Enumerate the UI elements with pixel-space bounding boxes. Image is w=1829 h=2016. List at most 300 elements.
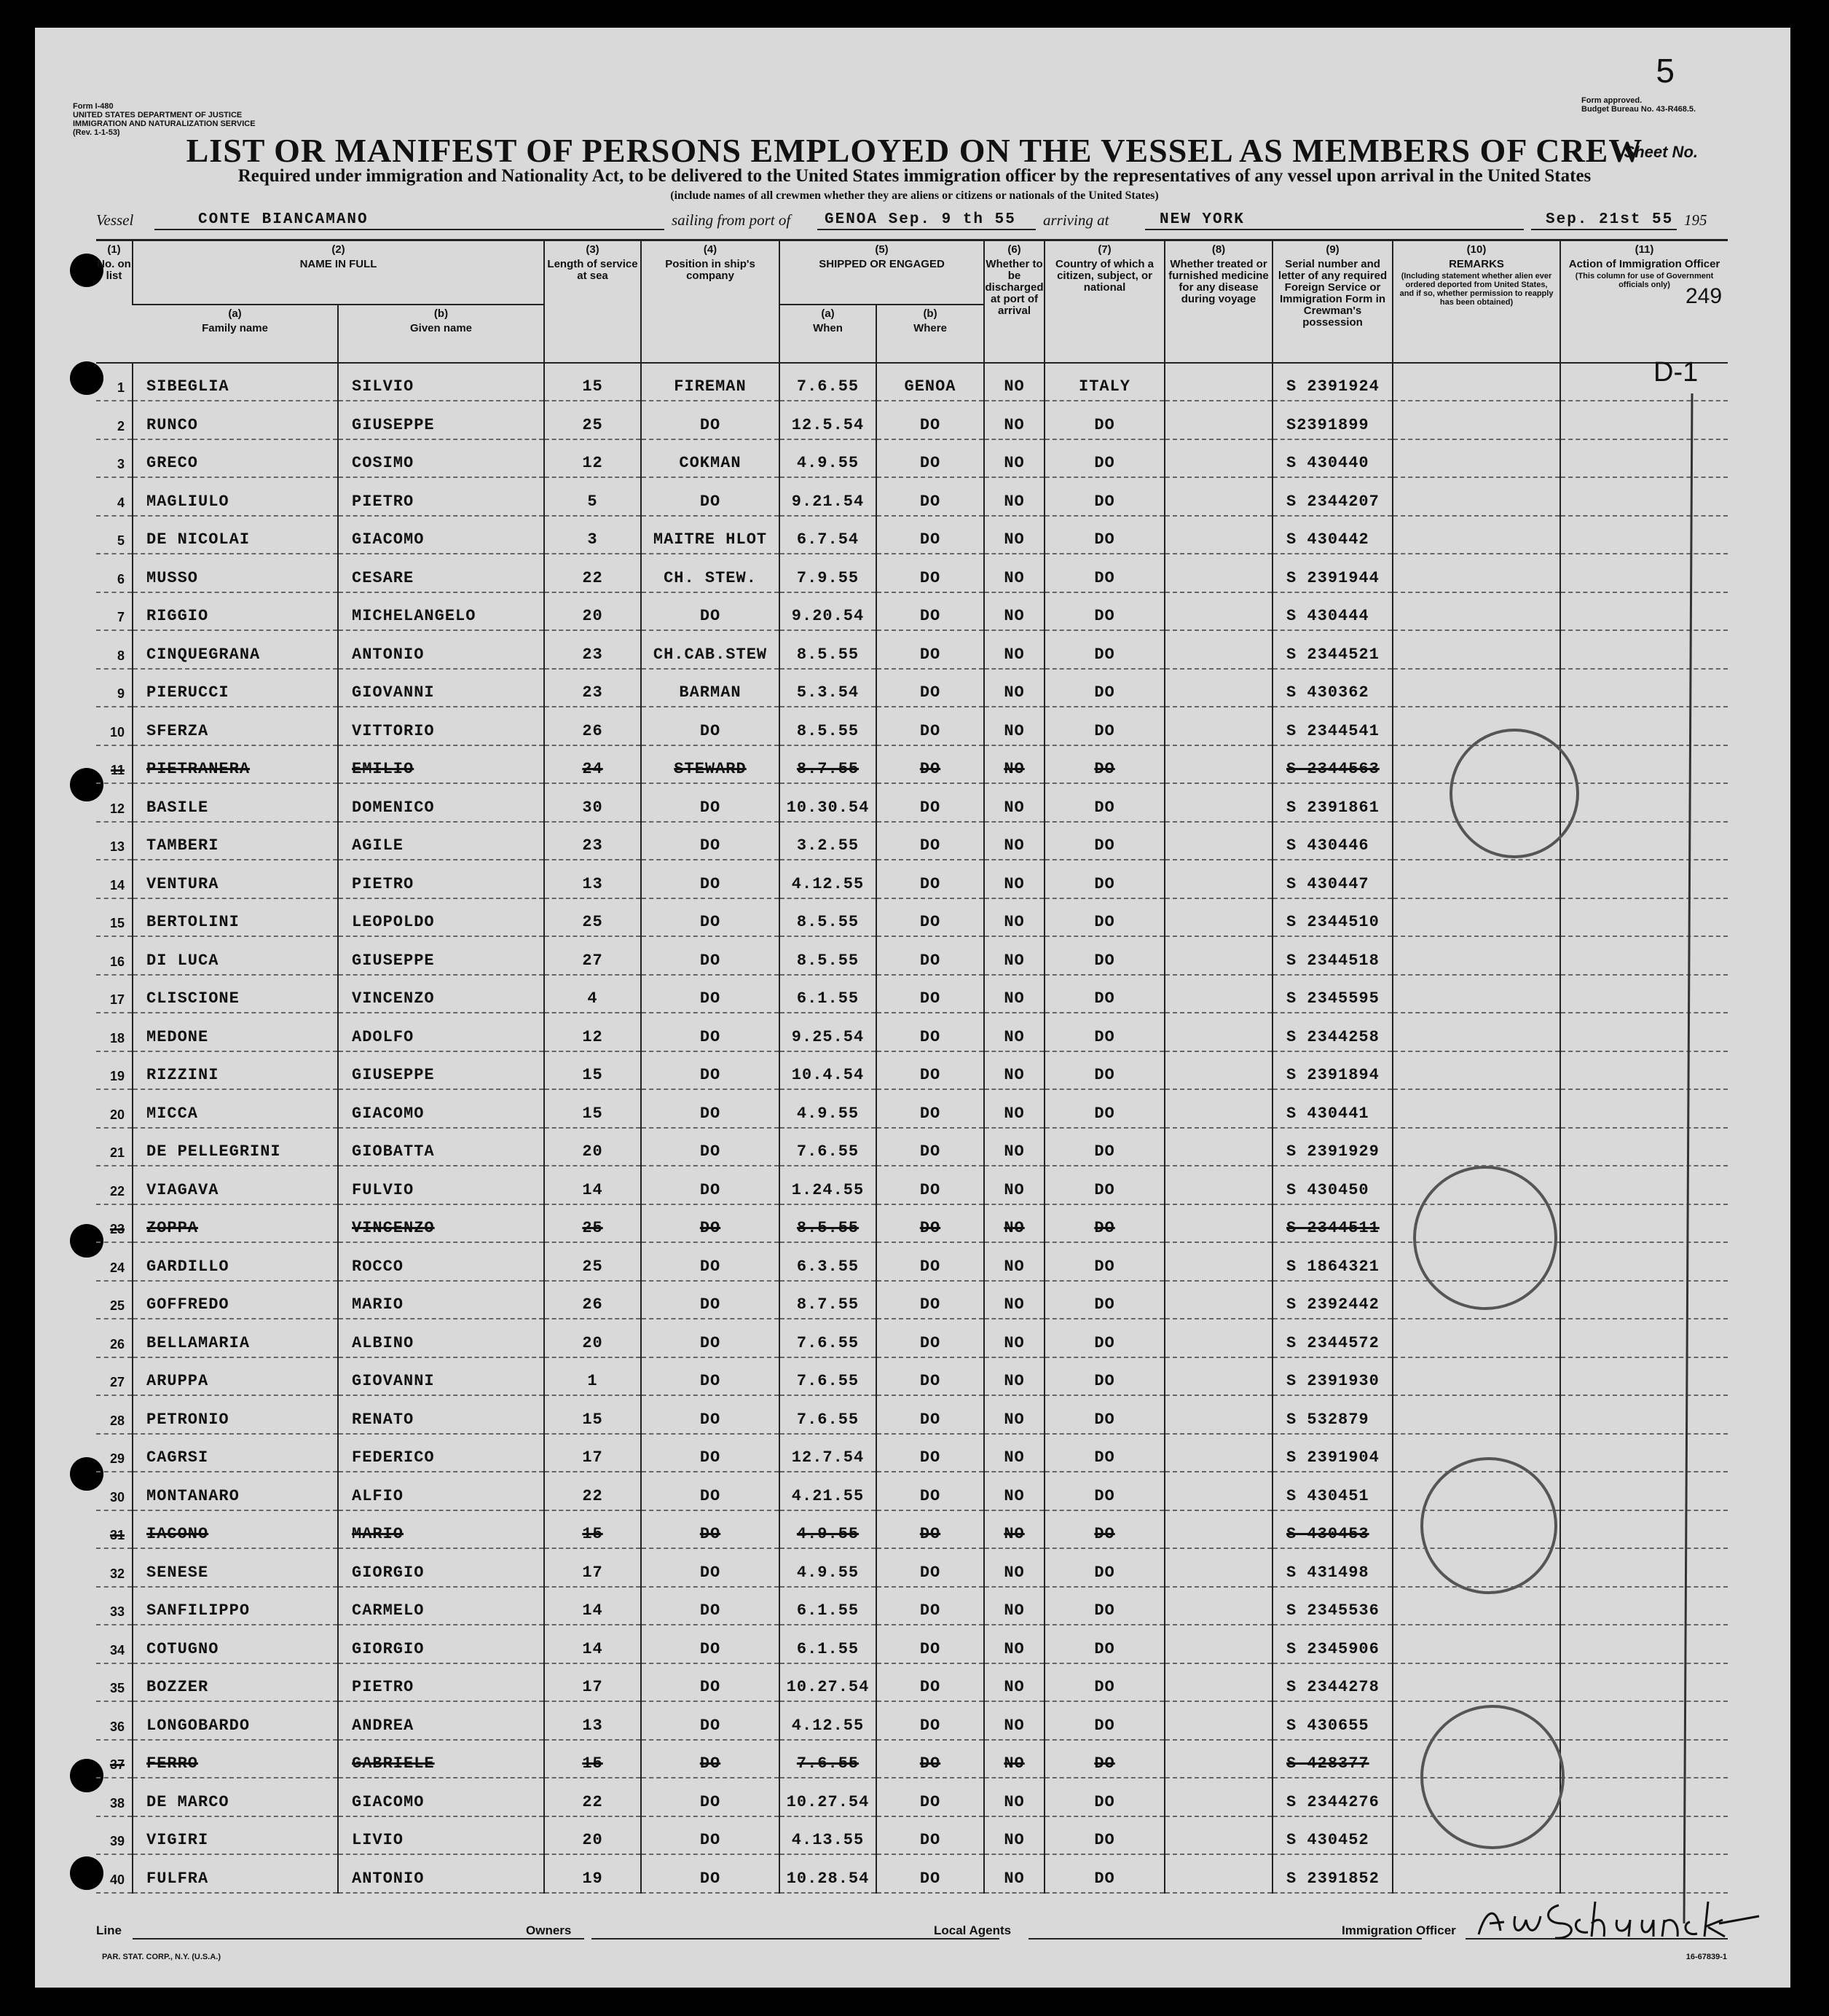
ship-position: DO	[641, 1740, 779, 1778]
crew-row	[96, 401, 1728, 439]
remarks	[1393, 592, 1560, 631]
discharged-at-arrival: NO	[984, 1587, 1045, 1625]
engaged-when: 4.21.55	[779, 1472, 876, 1510]
engaged-when: 12.5.54	[779, 401, 876, 439]
immigration-action	[1560, 707, 1728, 745]
discharged-at-arrival: NO	[984, 1089, 1045, 1128]
engaged-when: 3.2.55	[779, 822, 876, 860]
discharged-at-arrival: NO	[984, 898, 1045, 937]
ship-position: DO	[641, 1128, 779, 1166]
engaged-when: 8.7.55	[779, 745, 876, 784]
row-number: 21	[96, 1128, 133, 1166]
country-of-citizenship: DO	[1045, 592, 1165, 631]
engaged-when: 10.4.54	[779, 1051, 876, 1090]
line-label: Line	[96, 1923, 122, 1937]
country-of-citizenship: DO	[1045, 1778, 1165, 1816]
medicine-treatment	[1165, 936, 1273, 975]
immigration-action	[1560, 1854, 1728, 1893]
country-of-citizenship: DO	[1045, 1663, 1165, 1702]
given-name: GIOVANNI	[338, 669, 544, 707]
row-number: 22	[96, 1166, 133, 1204]
immigration-action	[1560, 363, 1728, 401]
row-number: 35	[96, 1663, 133, 1702]
row-number: 4	[96, 477, 133, 516]
col-num: (1)	[107, 243, 121, 256]
immigration-action	[1560, 1051, 1728, 1090]
ship-position: DO	[641, 1701, 779, 1740]
ship-position: DO	[641, 1089, 779, 1128]
medicine-treatment	[1165, 1166, 1273, 1204]
engaged-when: 12.7.54	[779, 1434, 876, 1472]
discharged-at-arrival: NO	[984, 1663, 1045, 1702]
medicine-treatment	[1165, 363, 1273, 401]
medicine-treatment	[1165, 1204, 1273, 1243]
length-of-service: 14	[544, 1587, 641, 1625]
length-of-service: 14	[544, 1166, 641, 1204]
ship-position: DO	[641, 1051, 779, 1090]
length-of-service: 23	[544, 630, 641, 669]
length-of-service: 15	[544, 1089, 641, 1128]
serial-number: S 430450	[1273, 1166, 1393, 1204]
given-name: GIORGIO	[338, 1548, 544, 1587]
discharged-at-arrival: NO	[984, 1625, 1045, 1663]
ship-position: DO	[641, 822, 779, 860]
immigration-action	[1560, 439, 1728, 478]
ship-position: CH. STEW.	[641, 554, 779, 592]
header-line: Form I-480	[73, 102, 114, 111]
engaged-when: 7.6.55	[779, 363, 876, 401]
row-number: 17	[96, 975, 133, 1013]
family-name: BERTOLINI	[133, 898, 338, 937]
medicine-treatment	[1165, 975, 1273, 1013]
row-number: 25	[96, 1281, 133, 1319]
col-header-remarks	[1393, 240, 1560, 363]
length-of-service: 20	[544, 592, 641, 631]
immigration-action	[1560, 1816, 1728, 1855]
row-number: 9	[96, 669, 133, 707]
given-name: CARMELO	[338, 1587, 544, 1625]
engaged-where: DO	[876, 1740, 984, 1778]
serial-number: S 430441	[1273, 1089, 1393, 1128]
col-header-name	[133, 240, 544, 305]
officer-signature	[1471, 1894, 1763, 1945]
engaged-when: 4.9.55	[779, 439, 876, 478]
engaged-when: 4.12.55	[779, 860, 876, 898]
discharged-at-arrival: NO	[984, 975, 1045, 1013]
family-name: IACONO	[133, 1510, 338, 1549]
given-name: SILVIO	[338, 363, 544, 401]
serial-number: S 532879	[1273, 1395, 1393, 1434]
discharged-at-arrival: NO	[984, 630, 1045, 669]
family-name: SANFILIPPO	[133, 1587, 338, 1625]
given-name: VITTORIO	[338, 707, 544, 745]
remarks	[1393, 1395, 1560, 1434]
col-num: (5)	[875, 243, 889, 256]
serial-number: S 430444	[1273, 592, 1393, 631]
given-name: LEOPOLDO	[338, 898, 544, 937]
engaged-when: 4.9.55	[779, 1089, 876, 1128]
family-name: MUSSO	[133, 554, 338, 592]
family-name: LONGOBARDO	[133, 1701, 338, 1740]
ship-position: DO	[641, 1319, 779, 1357]
discharged-at-arrival: NO	[984, 1319, 1045, 1357]
header-line: (Rev. 1-1-53)	[73, 128, 120, 137]
approval-line: Budget Bureau No. 43-R468.5.	[1581, 105, 1696, 114]
country-of-citizenship: DO	[1045, 783, 1165, 822]
ship-position: MAITRE HLOT	[641, 516, 779, 554]
immigration-action	[1560, 783, 1728, 822]
row-number: 32	[96, 1548, 133, 1587]
remarks	[1393, 898, 1560, 937]
year-suffix: 195	[1684, 211, 1707, 229]
serial-number: S 2344518	[1273, 936, 1393, 975]
family-name: FERRO	[133, 1740, 338, 1778]
engaged-when: 6.1.55	[779, 975, 876, 1013]
page-subtitle: Required under immigration and Nationality Act, to be delivered to the United States immigration officer by the representatives of any vessel upon arrival in the United States	[237, 166, 1592, 186]
discharged-at-arrival: NO	[984, 1166, 1045, 1204]
col-header-when	[779, 305, 876, 363]
crew-row	[96, 1051, 1728, 1090]
engaged-where: DO	[876, 1816, 984, 1855]
serial-number: S 2344207	[1273, 477, 1393, 516]
medicine-treatment	[1165, 1472, 1273, 1510]
discharged-at-arrival: NO	[984, 707, 1045, 745]
serial-number: S 431498	[1273, 1548, 1393, 1587]
medicine-treatment	[1165, 477, 1273, 516]
ship-position: DO	[641, 783, 779, 822]
medicine-treatment	[1165, 401, 1273, 439]
engaged-when: 6.7.54	[779, 516, 876, 554]
discharged-at-arrival: NO	[984, 1740, 1045, 1778]
discharged-at-arrival: NO	[984, 1816, 1045, 1855]
medicine-treatment	[1165, 745, 1273, 784]
col-label: Whether to be discharged at port of arrival	[985, 258, 1044, 317]
serial-number: S 2345906	[1273, 1625, 1393, 1663]
col-num: (4)	[703, 243, 717, 256]
medicine-treatment	[1165, 630, 1273, 669]
serial-number: S 2344572	[1273, 1319, 1393, 1357]
immigration-action	[1560, 1204, 1728, 1243]
given-name: ANDREA	[338, 1701, 544, 1740]
engaged-where: DO	[876, 516, 984, 554]
engaged-where: DO	[876, 1166, 984, 1204]
serial-number: S 2344511	[1273, 1204, 1393, 1243]
discharged-at-arrival: NO	[984, 1013, 1045, 1051]
engaged-where: DO	[876, 669, 984, 707]
medicine-treatment	[1165, 1625, 1273, 1663]
remarks	[1393, 554, 1560, 592]
medicine-treatment	[1165, 516, 1273, 554]
medicine-treatment	[1165, 592, 1273, 631]
officer-label: Immigration Officer	[1342, 1923, 1456, 1937]
immigration-action	[1560, 554, 1728, 592]
row-number: 39	[96, 1816, 133, 1855]
crew-row	[96, 1319, 1728, 1357]
serial-number: S 2391944	[1273, 554, 1393, 592]
col-header-discharged	[984, 240, 1045, 363]
length-of-service: 14	[544, 1625, 641, 1663]
immigration-action	[1560, 1128, 1728, 1166]
serial-number: S 430655	[1273, 1701, 1393, 1740]
length-of-service: 27	[544, 936, 641, 975]
length-of-service: 12	[544, 1013, 641, 1051]
serial-number: S 2391861	[1273, 783, 1393, 822]
crew-row	[96, 860, 1728, 898]
family-name: CLISCIONE	[133, 975, 338, 1013]
owners-underline	[591, 1938, 999, 1939]
length-of-service: 13	[544, 1701, 641, 1740]
engaged-when: 4.12.55	[779, 1701, 876, 1740]
ship-position: DO	[641, 898, 779, 937]
discharged-at-arrival: NO	[984, 783, 1045, 822]
arriving-port: NEW YORK	[1160, 211, 1245, 228]
serial-number: S 430453	[1273, 1510, 1393, 1549]
remarks	[1393, 936, 1560, 975]
family-name: PIETRANERA	[133, 745, 338, 784]
row-number: 30	[96, 1472, 133, 1510]
engaged-when: 4.9.55	[779, 1510, 876, 1549]
discharged-at-arrival: NO	[984, 1778, 1045, 1816]
immigration-action	[1560, 401, 1728, 439]
ship-position: CH.CAB.STEW	[641, 630, 779, 669]
length-of-service: 22	[544, 1778, 641, 1816]
given-name: PIETRO	[338, 477, 544, 516]
date-underline	[1531, 229, 1677, 230]
row-number: 15	[96, 898, 133, 937]
length-of-service: 15	[544, 1510, 641, 1549]
sheet-number-label: Sheet No.	[1624, 143, 1698, 161]
medicine-treatment	[1165, 1548, 1273, 1587]
engaged-where: DO	[876, 1510, 984, 1549]
country-of-citizenship: DO	[1045, 1510, 1165, 1549]
immigration-action	[1560, 1663, 1728, 1702]
country-of-citizenship: DO	[1045, 936, 1165, 975]
crew-row	[96, 630, 1728, 669]
line-underline	[133, 1938, 584, 1939]
discharged-at-arrival: NO	[984, 363, 1045, 401]
serial-number: S 430446	[1273, 822, 1393, 860]
discharged-at-arrival: NO	[984, 1204, 1045, 1243]
col-header-medicine	[1165, 240, 1273, 363]
given-name: AGILE	[338, 822, 544, 860]
discharged-at-arrival: NO	[984, 860, 1045, 898]
immigration-action	[1560, 1166, 1728, 1204]
ship-position: DO	[641, 1434, 779, 1472]
length-of-service: 30	[544, 783, 641, 822]
immigration-action	[1560, 1472, 1728, 1510]
immigration-action	[1560, 669, 1728, 707]
family-name: MAGLIULO	[133, 477, 338, 516]
medicine-treatment	[1165, 554, 1273, 592]
engaged-where: DO	[876, 936, 984, 975]
consular-seal	[1413, 1166, 1557, 1310]
remarks	[1393, 975, 1560, 1013]
row-number: 3	[96, 439, 133, 478]
col-label: Country of which a citizen, subject, or national	[1055, 258, 1155, 294]
vessel-label: Vessel	[96, 211, 134, 229]
family-name: PIERUCCI	[133, 669, 338, 707]
crew-row	[96, 592, 1728, 631]
given-name: LIVIO	[338, 1816, 544, 1855]
sailing-label: sailing from port of	[672, 211, 791, 229]
country-of-citizenship: DO	[1045, 1089, 1165, 1128]
engaged-where: DO	[876, 1089, 984, 1128]
discharged-at-arrival: NO	[984, 822, 1045, 860]
length-of-service: 20	[544, 1128, 641, 1166]
row-number: 13	[96, 822, 133, 860]
engaged-where: DO	[876, 1319, 984, 1357]
medicine-treatment	[1165, 439, 1273, 478]
discharged-at-arrival: NO	[984, 1510, 1045, 1549]
row-number: 34	[96, 1625, 133, 1663]
given-name: DOMENICO	[338, 783, 544, 822]
engaged-where: DO	[876, 1281, 984, 1319]
row-number: 19	[96, 1051, 133, 1090]
medicine-treatment	[1165, 1395, 1273, 1434]
arrival-date: Sep. 21st 55	[1546, 211, 1674, 228]
engaged-when: 10.27.54	[779, 1778, 876, 1816]
row-number: 40	[96, 1854, 133, 1893]
country-of-citizenship: DO	[1045, 1281, 1165, 1319]
immigration-action	[1560, 477, 1728, 516]
serial-number: S 2344278	[1273, 1663, 1393, 1702]
discharged-at-arrival: NO	[984, 1128, 1045, 1166]
ship-position: DO	[641, 1242, 779, 1281]
country-of-citizenship: DO	[1045, 745, 1165, 784]
ship-position: BARMAN	[641, 669, 779, 707]
discharged-at-arrival: NO	[984, 1051, 1045, 1090]
medicine-treatment	[1165, 1510, 1273, 1549]
arriving-label: arriving at	[1043, 211, 1109, 229]
engaged-when: 8.5.55	[779, 1204, 876, 1243]
col-label: Action of Immigration Officer	[1568, 258, 1720, 270]
family-name: DE MARCO	[133, 1778, 338, 1816]
engaged-where: DO	[876, 860, 984, 898]
col-header-family	[133, 305, 338, 363]
length-of-service: 25	[544, 1242, 641, 1281]
country-of-citizenship: DO	[1045, 1701, 1165, 1740]
engaged-when: 10.30.54	[779, 783, 876, 822]
immigration-action	[1560, 1548, 1728, 1587]
engaged-when: 8.7.55	[779, 1281, 876, 1319]
engaged-where: DO	[876, 1625, 984, 1663]
given-name: GIACOMO	[338, 1089, 544, 1128]
immigration-action	[1560, 1395, 1728, 1434]
engaged-where: GENOA	[876, 363, 984, 401]
country-of-citizenship: DO	[1045, 554, 1165, 592]
length-of-service: 23	[544, 669, 641, 707]
family-name: BOZZER	[133, 1663, 338, 1702]
serial-number: S 2391904	[1273, 1434, 1393, 1472]
immigration-action	[1560, 1778, 1728, 1816]
col-label: Where	[913, 321, 947, 334]
engaged-when: 10.28.54	[779, 1854, 876, 1893]
length-of-service: 25	[544, 1204, 641, 1243]
remarks	[1393, 630, 1560, 669]
discharged-at-arrival: NO	[984, 1281, 1045, 1319]
immigration-action	[1560, 860, 1728, 898]
engaged-where: DO	[876, 477, 984, 516]
remarks	[1393, 1357, 1560, 1396]
discharged-at-arrival: NO	[984, 1357, 1045, 1396]
family-name: TAMBERI	[133, 822, 338, 860]
row-number: 38	[96, 1778, 133, 1816]
medicine-treatment	[1165, 1013, 1273, 1051]
length-of-service: 25	[544, 401, 641, 439]
engaged-where: DO	[876, 1778, 984, 1816]
count-mark: 249	[1685, 284, 1723, 308]
engaged-when: 6.1.55	[779, 1587, 876, 1625]
engaged-where: DO	[876, 630, 984, 669]
engaged-where: DO	[876, 554, 984, 592]
immigration-action	[1560, 1319, 1728, 1357]
crew-row	[96, 1357, 1728, 1396]
arriving-underline	[1145, 229, 1524, 230]
length-of-service: 26	[544, 1281, 641, 1319]
consular-seal	[1420, 1457, 1557, 1594]
form-number: 16-67839-1	[1686, 1953, 1727, 1961]
medicine-treatment	[1165, 1281, 1273, 1319]
discharged-at-arrival: NO	[984, 554, 1045, 592]
length-of-service: 17	[544, 1434, 641, 1472]
ship-position: DO	[641, 1587, 779, 1625]
medicine-treatment	[1165, 1319, 1273, 1357]
row-number: 16	[96, 936, 133, 975]
row-number: 33	[96, 1587, 133, 1625]
header-line: IMMIGRATION AND NATURALIZATION SERVICE	[73, 119, 256, 128]
family-name: MICCA	[133, 1089, 338, 1128]
row-number: 7	[96, 592, 133, 631]
given-name: ALFIO	[338, 1472, 544, 1510]
family-name: COTUGNO	[133, 1625, 338, 1663]
engaged-where: DO	[876, 401, 984, 439]
engaged-where: DO	[876, 1663, 984, 1702]
country-of-citizenship: DO	[1045, 1242, 1165, 1281]
engaged-when: 8.5.55	[779, 707, 876, 745]
col-label: REMARKS	[1449, 258, 1504, 270]
approval-line: Form approved.	[1581, 96, 1643, 105]
immigration-action	[1560, 592, 1728, 631]
col-label: Length of service at sea	[547, 258, 638, 282]
col-num: (11)	[1635, 243, 1654, 256]
row-number: 18	[96, 1013, 133, 1051]
medicine-treatment	[1165, 1587, 1273, 1625]
col-num: (7)	[1098, 243, 1112, 256]
ship-position: DO	[641, 1548, 779, 1587]
engaged-where: DO	[876, 975, 984, 1013]
immigration-action	[1560, 1740, 1728, 1778]
serial-number: S 2344541	[1273, 707, 1393, 745]
discharged-at-arrival: NO	[984, 439, 1045, 478]
engaged-where: DO	[876, 1242, 984, 1281]
family-name: ARUPPA	[133, 1357, 338, 1396]
serial-number: S 2392442	[1273, 1281, 1393, 1319]
ship-position: DO	[641, 1357, 779, 1396]
family-name: CAGRSI	[133, 1434, 338, 1472]
engaged-when: 6.3.55	[779, 1242, 876, 1281]
given-name: GIUSEPPE	[338, 401, 544, 439]
medicine-treatment	[1165, 860, 1273, 898]
ship-position: DO	[641, 1395, 779, 1434]
medicine-treatment	[1165, 1740, 1273, 1778]
remarks	[1393, 439, 1560, 478]
immigration-action	[1560, 1281, 1728, 1319]
country-of-citizenship: DO	[1045, 1395, 1165, 1434]
owners-label: Owners	[526, 1923, 572, 1937]
row-number: 12	[96, 783, 133, 822]
family-name: MEDONE	[133, 1013, 338, 1051]
consular-seal	[1450, 729, 1579, 858]
